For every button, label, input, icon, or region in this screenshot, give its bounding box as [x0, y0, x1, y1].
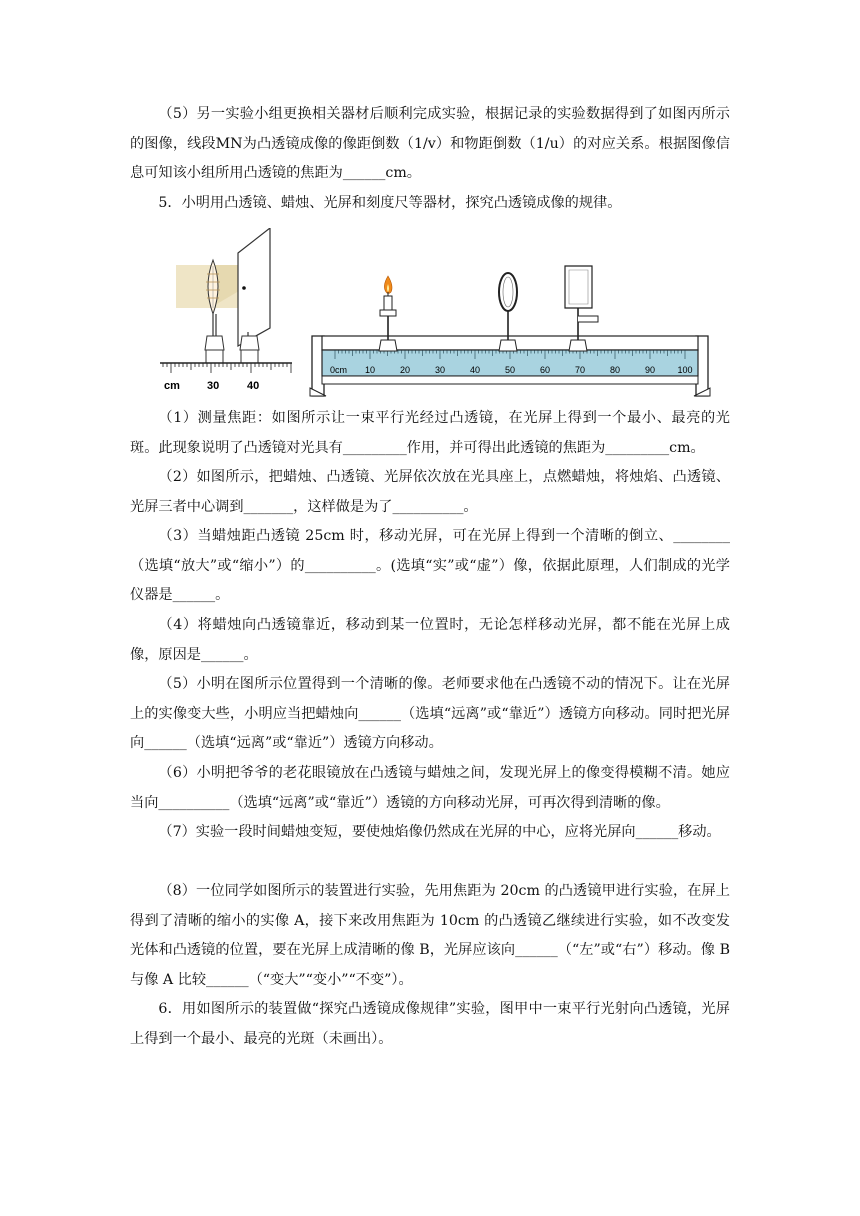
question-5-part-5: （5）小明在图所示位置得到一个清晰的像。老师要求他在凸透镜不动的情况下。让在光屏上的实像变大些，小明应当把蜡烛向______（选填“远离”或“靠近”）透镜方向移动。同时把光屏向______（选填“远离”或“靠近”）透镜方向移动。	[130, 676, 730, 752]
bench-ruler-label: 40	[469, 365, 481, 375]
left-ruler-tick-30: 30	[207, 380, 220, 392]
question-5-part-2: （2）如图所示，把蜡烛、凸透镜、光屏依次放在光具座上，点燃蜡烛，将烛焰、凸透镜、光屏三者中心调到_______，这样做是为了__________。	[130, 469, 730, 515]
left-ruler-tick-40: 40	[247, 380, 260, 392]
left-ruler-unit: cm	[164, 380, 180, 392]
question-4-part-5: （5）另一实验小组更换相关器材后顺利完成实验，根据记录的实验数据得到了如图丙所示的图像，线段MN为凸透镜成像的像距倒数（1/v）和物距倒数（1/u）的对应关系。根据图像信息可知该小组所用凸透镜的焦距为______cm。	[130, 106, 730, 182]
focal-length-setup	[160, 228, 292, 392]
bench-ruler-label: 50	[504, 365, 516, 375]
bench-ruler-label: 100	[677, 365, 693, 375]
question-5-intro: 5．小明用凸透镜、蜡烛、光屏和刻度尺等器材，探究凸透镜成像的规律。	[158, 195, 622, 211]
bench-ruler-label: 30	[434, 365, 446, 375]
bench-ruler-label: 20	[399, 365, 411, 375]
question-5-part-8: （8）一位同学如图所示的装置进行实验，先用焦距为 20cm 的凸透镜甲进行实验，在屏上得到了清晰的缩小的实像 A，接下来改用焦距为 10cm 的凸透镜乙继续进行实验，如不改变发光体和凸透镜的位置，要在光屏上成清晰的像 B，光屏应该向______（“左”或“右”）移动。像 B 与像 A 比较______（“变大”“变小”“不变”）。	[130, 883, 730, 988]
light-spot	[242, 286, 246, 290]
question-5-part-4: （4）将蜡烛向凸透镜靠近，移动到某一位置时，无论怎样移动光屏，都不能在光屏上成像，原因是______。	[130, 617, 730, 663]
bench-ruler-label: 80	[609, 365, 621, 375]
bench-ruler-label: 90	[644, 365, 656, 375]
experiment-figure	[160, 228, 730, 400]
candle	[379, 276, 397, 351]
left-ruler-ticks	[163, 363, 291, 373]
question-6-intro: 6．用如图所示的装置做“探究凸透镜成像规律”实验，图甲中一束平行光射向凸透镜，光屏上得到一个最小、最亮的光斑（未画出）。	[130, 1001, 730, 1047]
bench-ruler-label: 70	[574, 365, 586, 375]
bench-ruler-label: 10	[364, 365, 376, 375]
bench-ruler-unit: 0cm	[330, 365, 348, 375]
optical-bench	[310, 266, 710, 396]
question-5-part-1: （1）测量焦距：如图所示让一束平行光经过凸透镜，在光屏上得到一个最小、最亮的光斑。此现象说明了凸透镜对光具有_________作用，并可得出此透镜的焦距为_________cm。	[130, 410, 730, 456]
question-5-part-3: （3）当蜡烛距凸透镜 25cm 时，移动光屏，可在光屏上得到一个清晰的倒立、________（选填“放大”或“缩小”）的__________。(选填“实”或“虚”）像，依据此原理，人们制成的光学仪器是______。	[130, 528, 730, 604]
question-5-part-6: （6）小明把爷爷的老花眼镜放在凸透镜与蜡烛之间，发现光屏上的像变得模糊不清。她应当向__________（选填“远离”或“靠近”）透镜的方向移动光屏，可再次得到清晰的像。	[130, 765, 730, 811]
question-5-part-7: （7）实验一段时间蜡烛变短，要使烛焰像仍然成在光屏的中心，应将光屏向______移动。	[158, 824, 721, 840]
bench-ruler-label: 60	[539, 365, 551, 375]
